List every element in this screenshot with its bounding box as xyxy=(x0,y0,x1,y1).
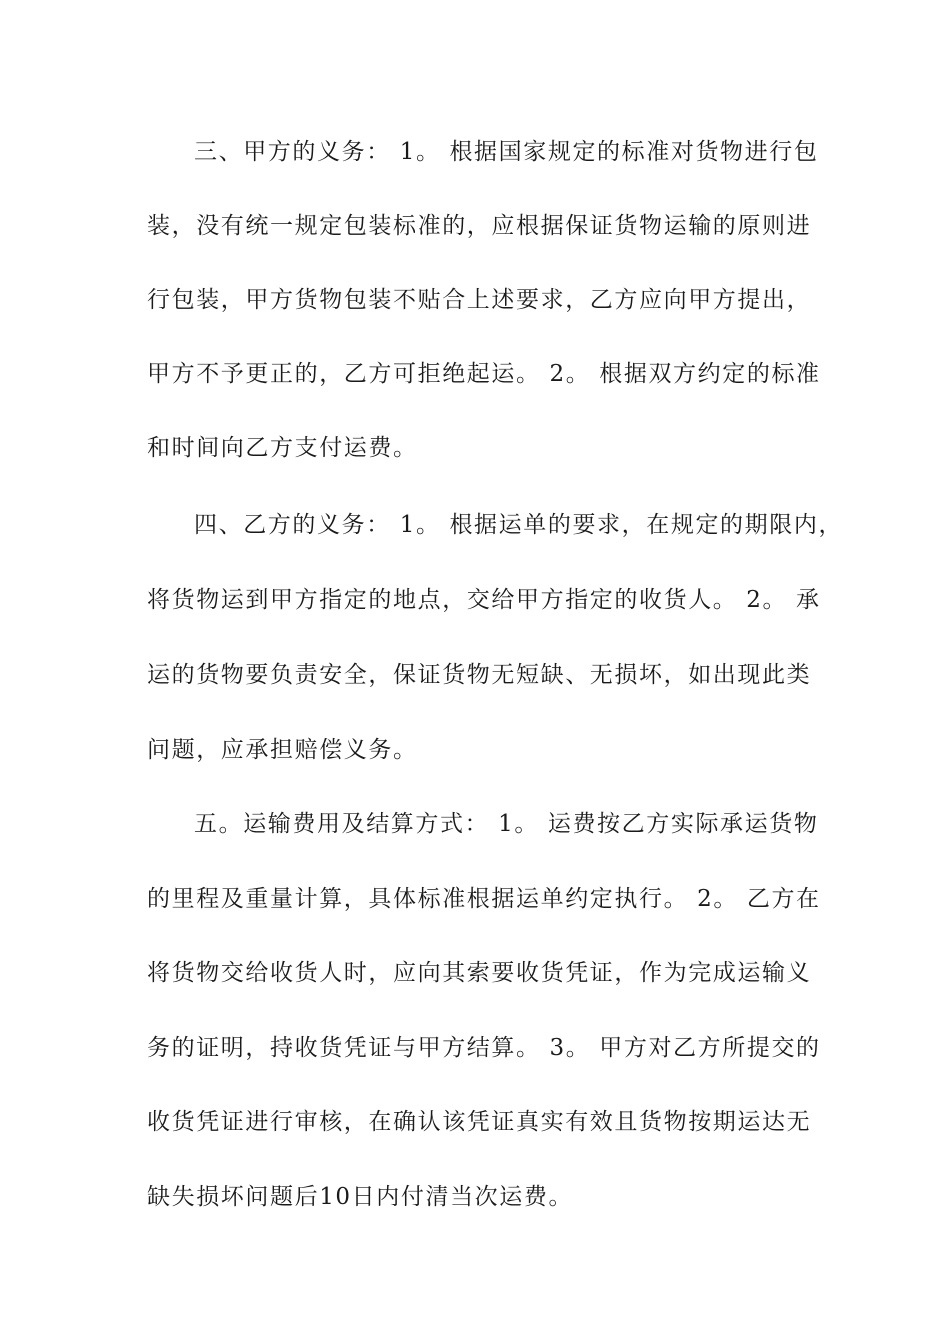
section-4-line-4: 问题，应承担赔偿义务。 xyxy=(147,737,418,763)
section-3-line-2: 装，没有统一规定包装标准的，应根据保证货物运输的原则进 xyxy=(147,213,812,239)
section-5-line-6: 缺失损坏问题后10日内付清当次运费。 xyxy=(147,1184,574,1210)
section-4-line-3: 运的货物要负责安全，保证货物无短缺、无损坏，如出现此类 xyxy=(147,662,812,688)
section-5-line-1: 五。运输费用及结算方式： 1。 运费按乙方实际承运货物 xyxy=(194,811,819,837)
section-3-line-3: 行包装，甲方货物包装不贴合上述要求，乙方应向甲方提出， xyxy=(147,287,812,313)
section-5-line-3: 将货物交给收货人时，应向其索要收货凭证，作为完成运输义 xyxy=(147,960,812,986)
section-3-line-1: 三、甲方的义务： 1。 根据国家规定的标准对货物进行包 xyxy=(194,139,819,165)
section-5-line-5: 收货凭证进行审核，在确认该凭证真实有效且货物按期运达无 xyxy=(147,1109,812,1135)
section-5-line-2: 的里程及重量计算，具体标准根据运单约定执行。 2。 乙方在 xyxy=(147,886,821,912)
section-4-line-1: 四、乙方的义务： 1。 根据运单的要求，在规定的期限内， xyxy=(194,512,844,538)
section-5-line-4: 务的证明，持收货凭证与甲方结算。 3。 甲方对乙方所提交的 xyxy=(147,1035,821,1061)
section-4-line-2: 将货物运到甲方指定的地点，交给甲方指定的收货人。 2。 承 xyxy=(147,587,821,613)
section-3-line-5: 和时间向乙方支付运费。 xyxy=(147,435,418,461)
section-3-line-4: 甲方不予更正的，乙方可拒绝起运。 2。 根据双方约定的标准 xyxy=(147,361,821,387)
